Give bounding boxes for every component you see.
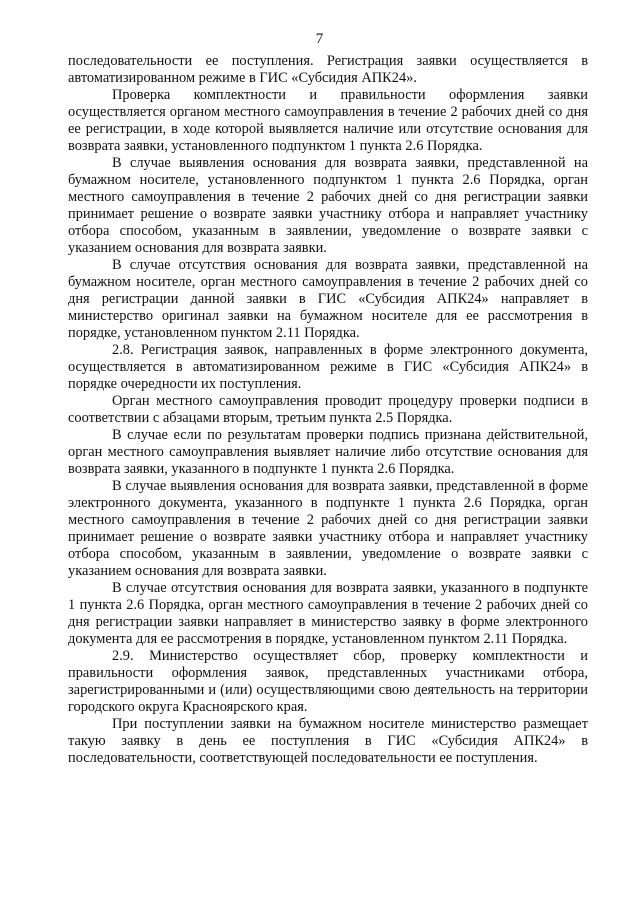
paragraph-section-2-8: 2.8. Регистрация заявок, направленных в форме электронного документа, осуществляется в автоматизированном режиме в ГИС «Субсидия АПК24» в порядке очередности их поступления. bbox=[68, 342, 588, 392]
paragraph-signature-valid: В случае если по результатам проверки подпись признана действительной, орган местного самоуправления выявляет наличие либо отсутствие основания для возврата заявки, указанного в подпункте 1 пункта 2.6 Порядка. bbox=[68, 427, 588, 477]
paragraph-electronic-no-return-grounds: В случае отсутствия основания для возврата заявки, указанного в подпункте 1 пункта 2.6 Порядка, орган местного самоуправления в течение 2 рабочих дней со дня регистрации заявки направляет в министерство заявку в форме электронного документа для ее рассмотрения в порядке, установленном пунктом 2.11 Порядка. bbox=[68, 580, 588, 647]
paragraph-paper-no-return-grounds: В случае отсутствия основания для возврата заявки, представленной на бумажном носителе, орган местного самоуправления в течение 2 рабочих дней со дня регистрации данной заявки в ГИС «Субсидия АПК24» направляет в министерство оригинал заявки на бумажном носителе для ее рассмотрения в порядке, установленном пунктом 2.11 Порядка. bbox=[68, 257, 588, 341]
paragraph-paper-receipt: При поступлении заявки на бумажном носителе министерство размещает такую заявку в день ее поступления в ГИС «Субсидия АПК24» в последовательности, соответствующей последовательности ее поступления. bbox=[68, 716, 588, 766]
paragraph-signature-check: Орган местного самоуправления проводит процедуру проверки подписи в соответствии с абзацами вторым, третьим пункта 2.5 Порядка. bbox=[68, 393, 588, 426]
paragraph-continuation: последовательности ее поступления. Регистрация заявки осуществляется в автоматизированном режиме в ГИС «Субсидия АПК24». bbox=[68, 53, 588, 86]
document-body bbox=[68, 53, 588, 767]
paragraph-completeness-check: Проверка комплектности и правильности оформления заявки осуществляется органом местного самоуправления в течение 2 рабочих дней со дня ее регистрации, в ходе которой выявляется наличие или отсутствие основания для возврата заявки, установленного подпунктом 1 пункта 2.6 Порядка. bbox=[68, 87, 588, 154]
paragraph-electronic-return-grounds: В случае выявления основания для возврата заявки, представленной в форме электронного документа, указанного в подпункте 1 пункта 2.6 Порядка, орган местного самоуправления в течение 2 рабочих дней со дня регистрации заявки принимает решение о возврате заявки участнику отбора и направляет участнику отбора способом, указанным в заявлении, уведомление о возврате заявки с указанием основания для возврата заявки. bbox=[68, 478, 588, 579]
page-number: 7 bbox=[315, 31, 324, 47]
paragraph-section-2-9: 2.9. Министерство осуществляет сбор, проверку комплектности и правильности оформления заявок, представленных участниками отбора, зарегистрированными и (или) осуществляющими свою деятельность на территории городского округа Красноярского края. bbox=[68, 648, 588, 715]
paragraph-paper-return-grounds: В случае выявления основания для возврата заявки, представленной на бумажном носителе, установленного подпунктом 1 пункта 2.6 Порядка, орган местного самоуправления в течение 2 рабочих дней со дня регистрации заявки принимает решение о возврате заявки участнику отбора и направляет участнику отбора способом, указанным в заявлении, уведомление о возврате заявки с указанием основания для возврата заявки. bbox=[68, 155, 588, 256]
